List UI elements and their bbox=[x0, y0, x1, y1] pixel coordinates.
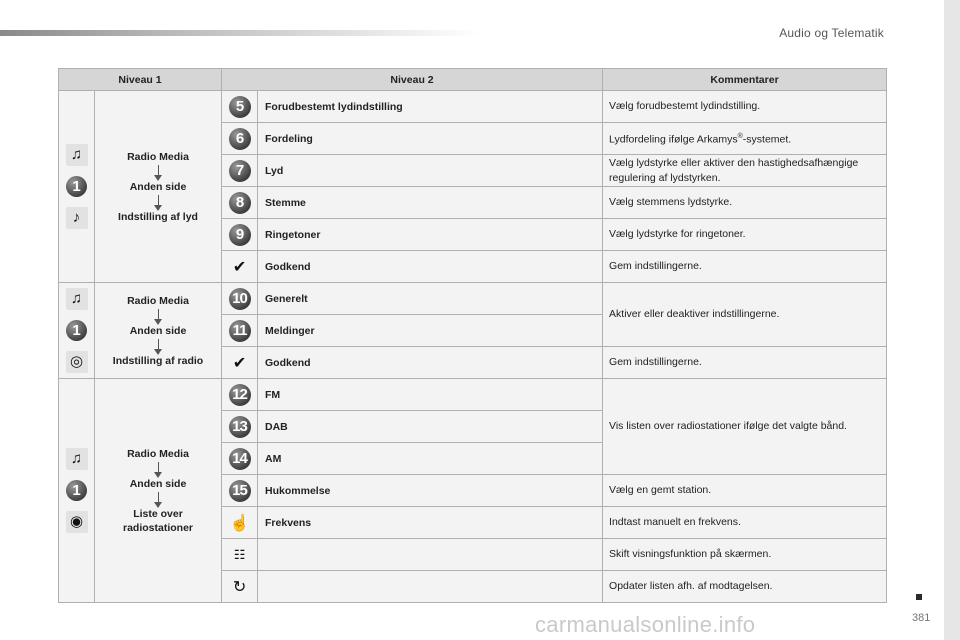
path-step: Radio Media bbox=[127, 447, 189, 460]
option-label: Forudbestemt lydindstilling bbox=[258, 91, 603, 123]
option-label: Lyd bbox=[258, 155, 603, 187]
option-label: Ringetoner bbox=[258, 219, 603, 251]
section-title: Audio og Telematik bbox=[779, 26, 884, 40]
option-label: Meldinger bbox=[258, 315, 603, 347]
path-step: Radio Media bbox=[127, 294, 189, 307]
arrow-down-icon bbox=[158, 462, 159, 476]
header-level2: Niveau 2 bbox=[222, 69, 603, 91]
option-comment: Vælg forudbestemt lydindstilling. bbox=[603, 91, 887, 123]
header-level1: Niveau 1 bbox=[59, 69, 222, 91]
page-marker bbox=[916, 594, 922, 600]
radio-settings-icon: ◎ bbox=[66, 351, 88, 373]
display-mode-icon: ☷ bbox=[233, 546, 246, 562]
path-step: Liste over radiostationer bbox=[122, 507, 193, 534]
group-icons bbox=[59, 283, 95, 379]
option-label bbox=[258, 571, 603, 603]
music-note-icon: ♫ bbox=[66, 448, 88, 470]
option-label: Godkend bbox=[258, 347, 603, 379]
manual-tune-icon: ☝ bbox=[229, 514, 250, 532]
page-edge-bar bbox=[944, 0, 960, 640]
watermark: carmanualsonline.info bbox=[535, 612, 756, 637]
option-label: Hukommelse bbox=[258, 475, 603, 507]
option-comment: Opdater listen afh. af modtagelsen. bbox=[603, 571, 887, 603]
step-badge: 1 bbox=[66, 176, 87, 197]
option-label: Fordeling bbox=[258, 123, 603, 155]
step-badge: 14 bbox=[229, 448, 251, 470]
path-step: Indstilling af radio bbox=[112, 354, 204, 367]
path-step: Anden side bbox=[129, 324, 187, 337]
header-gradient-bar bbox=[0, 30, 480, 36]
music-note-icon: ♫ bbox=[66, 144, 88, 166]
step-badge: 12 bbox=[229, 384, 251, 406]
page-number: 381 bbox=[912, 612, 931, 624]
option-comment: Vælg stemmens lydstyrke. bbox=[603, 187, 887, 219]
path-step: Anden side bbox=[129, 180, 187, 193]
step-badge: 6 bbox=[229, 128, 251, 150]
step-badge: 9 bbox=[229, 224, 251, 246]
step-badge: 1 bbox=[66, 480, 87, 501]
option-comment: Skift visningsfunktion på skærmen. bbox=[603, 539, 887, 571]
option-label: FM bbox=[258, 379, 603, 411]
menu-path bbox=[95, 283, 222, 379]
option-comment: Indtast manuelt en frekvens. bbox=[603, 507, 887, 539]
menu-path bbox=[95, 91, 222, 283]
step-badge: 8 bbox=[229, 192, 251, 214]
menu-path bbox=[95, 379, 222, 603]
option-comment bbox=[603, 123, 887, 155]
arrow-down-icon bbox=[158, 165, 159, 179]
option-comment: Vis listen over radiostationer ifølge det valgte bånd. bbox=[603, 379, 887, 475]
option-label: Frekvens bbox=[258, 507, 603, 539]
step-badge: 15 bbox=[229, 480, 251, 502]
step-badge: 10 bbox=[229, 288, 251, 310]
step-badge: 13 bbox=[229, 416, 251, 438]
step-badge: 11 bbox=[229, 320, 251, 342]
comment-text: -systemet. bbox=[742, 133, 792, 146]
option-comment: Vælg lydstyrke eller aktiver den hastighedsafhængige regulering af lydstyrken. bbox=[603, 155, 887, 187]
checkmark-icon: ✔ bbox=[232, 258, 247, 276]
step-badge: 1 bbox=[66, 320, 87, 341]
option-comment: Gem indstillingerne. bbox=[603, 251, 887, 283]
table-row bbox=[59, 91, 887, 123]
option-comment: Aktiver eller deaktiver indstillingerne. bbox=[603, 283, 887, 347]
group-icons bbox=[59, 91, 95, 283]
music-note-icon: ♫ bbox=[66, 288, 88, 310]
option-label: Stemme bbox=[258, 187, 603, 219]
step-badge: 7 bbox=[229, 160, 251, 182]
table-header-row bbox=[59, 69, 887, 91]
path-step: Indstilling af lyd bbox=[118, 210, 198, 223]
option-comment: Vælg lydstyrke for ringetoner. bbox=[603, 219, 887, 251]
arrow-down-icon bbox=[158, 195, 159, 209]
option-label: Godkend bbox=[258, 251, 603, 283]
table-row bbox=[59, 283, 887, 315]
radio-signal-icon: ◉ bbox=[66, 511, 88, 533]
option-label: DAB bbox=[258, 411, 603, 443]
option-label: AM bbox=[258, 443, 603, 475]
arrow-down-icon bbox=[158, 492, 159, 506]
registered-mark: ® bbox=[737, 133, 743, 141]
refresh-icon: ↻ bbox=[232, 578, 247, 596]
option-comment: Gem indstillingerne. bbox=[603, 347, 887, 379]
sound-settings-icon: ♪ bbox=[66, 207, 88, 229]
option-label bbox=[258, 539, 603, 571]
group-icons bbox=[59, 379, 95, 603]
path-step: Radio Media bbox=[127, 150, 189, 163]
option-label: Generelt bbox=[258, 283, 603, 315]
checkmark-icon: ✔ bbox=[232, 354, 247, 372]
arrow-down-icon bbox=[158, 339, 159, 353]
comment-text: Lydfordeling ifølge Arkamys bbox=[609, 133, 738, 146]
step-badge: 5 bbox=[229, 96, 251, 118]
header-comments: Kommentarer bbox=[603, 69, 887, 91]
path-step: Anden side bbox=[129, 477, 187, 490]
arrow-down-icon bbox=[158, 309, 159, 323]
option-comment: Vælg en gemt station. bbox=[603, 475, 887, 507]
table-row bbox=[59, 379, 887, 411]
settings-table bbox=[58, 68, 887, 603]
